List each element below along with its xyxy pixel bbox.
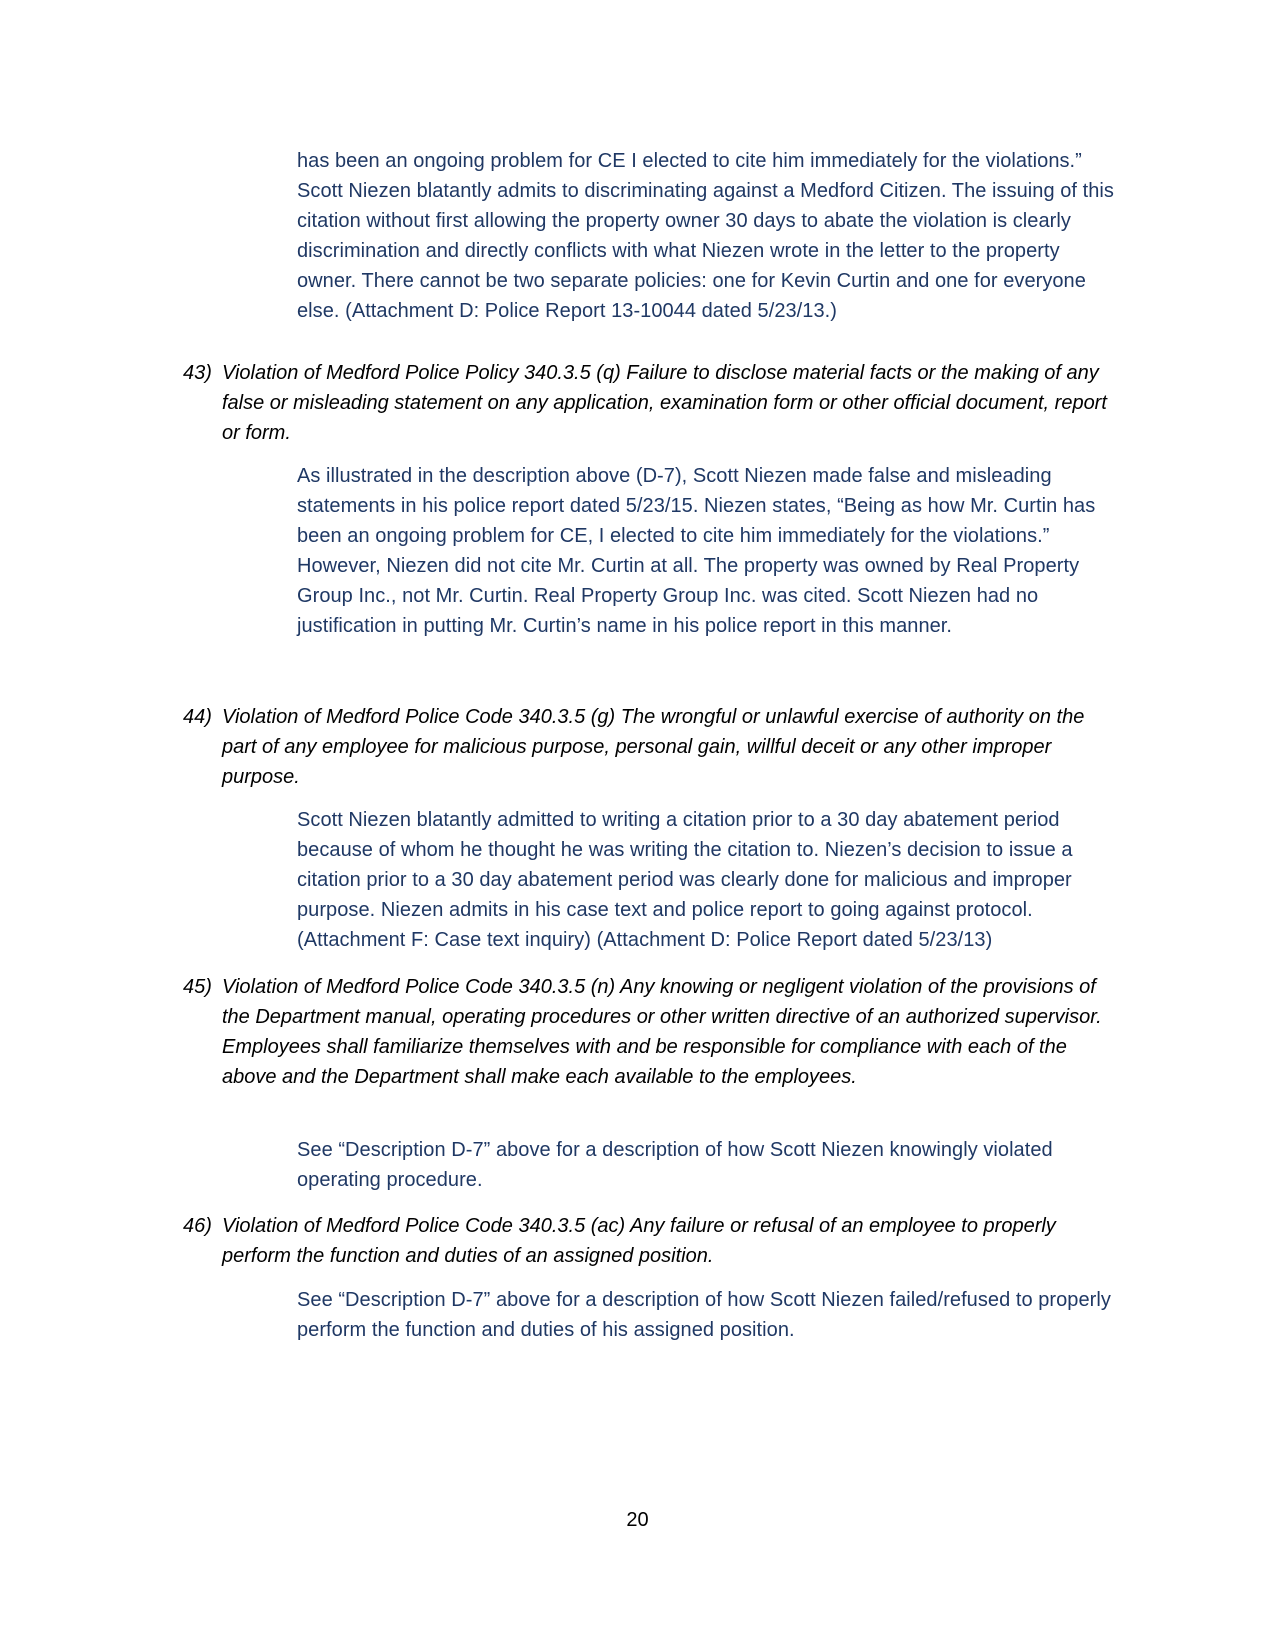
paragraph-false-statements — [297, 461, 1117, 641]
violation-item-44 — [183, 702, 1118, 792]
item-number: 43) — [183, 362, 212, 384]
paragraph-abatement-period — [297, 805, 1117, 955]
paragraph-citation-discrimination — [297, 146, 1117, 326]
paragraph-text: has been an ongoing problem for CE I elected to cite him immediately for the violations.” Scott Niezen blatantly admits to discriminating against a Medford Citizen. The issuing of this citation without first allowing the property owner 30 days to abate the violation is clearly discrimination and directly conflicts with what Niezen wrote in the letter to the property owner. There cannot be two separate policies: one for Kevin Curtin and one for everyone else. (Attachment D: Police Report 13-10044 dated 5/23/13.) — [297, 150, 1114, 322]
paragraph-text: See “Description D-7” above for a description of how Scott Niezen knowingly violated operating procedure. — [297, 1139, 1053, 1191]
paragraph-text: As illustrated in the description above (D-7), Scott Niezen made false and misleading statements in his police report dated 5/23/15. Niezen states, “Being as how Mr. Curtin has been an ongoing problem for CE, I elected to cite him immediately for the violations.” However, Niezen did not cite Mr. Curtin at all. The property was owned by Real Property Group Inc., not Mr. Curtin. Real Property Group Inc. was cited. Scott Niezen had no justification in putting Mr. Curtin’s name in his police report in this manner. — [297, 465, 1096, 637]
paragraph-duties — [297, 1285, 1117, 1345]
item-heading: Violation of Medford Police Code 340.3.5 (g) The wrongful or unlawful exercise of authority on the part of any employee for malicious purpose, personal gain, willful deceit or any other improper purpose. — [222, 706, 1085, 788]
violation-item-43 — [183, 358, 1118, 448]
paragraph-text: Scott Niezen blatantly admitted to writing a citation prior to a 30 day abatement period because of whom he thought he was writing the citation to. Niezen’s decision to issue a citation prior to a 30 day abatement period was clearly done for malicious and improper purpose. Niezen admits in his case text and police report to going against protocol. (Attachment F: Case text inquiry) (Attachment D: Police Report dated 5/23/13) — [297, 809, 1073, 951]
paragraph-text: See “Description D-7” above for a description of how Scott Niezen failed/refused to properly perform the function and duties of his assigned position. — [297, 1289, 1111, 1341]
item-heading: Violation of Medford Police Policy 340.3.5 (q) Failure to disclose material facts or the making of any false or misleading statement on any application, examination form or other official document, report or form. — [222, 362, 1107, 444]
item-number: 45) — [183, 976, 212, 998]
item-heading: Violation of Medford Police Code 340.3.5 (ac) Any failure or refusal of an employee to properly perform the function and duties of an assigned position. — [222, 1215, 1056, 1267]
violation-item-46 — [183, 1211, 1118, 1271]
page-number: 20 — [626, 1509, 649, 1531]
violation-item-45 — [183, 972, 1118, 1092]
paragraph-operating-procedure — [297, 1135, 1117, 1195]
item-number: 46) — [183, 1215, 212, 1237]
item-number: 44) — [183, 706, 212, 728]
item-heading: Violation of Medford Police Code 340.3.5 (n) Any knowing or negligent violation of the provisions of the Department manual, operating procedures or other written directive of an authorized supervisor. Employees shall familiarize themselves with and be responsible for compliance with each of the above and the Department shall make each available to the employees. — [222, 976, 1102, 1088]
